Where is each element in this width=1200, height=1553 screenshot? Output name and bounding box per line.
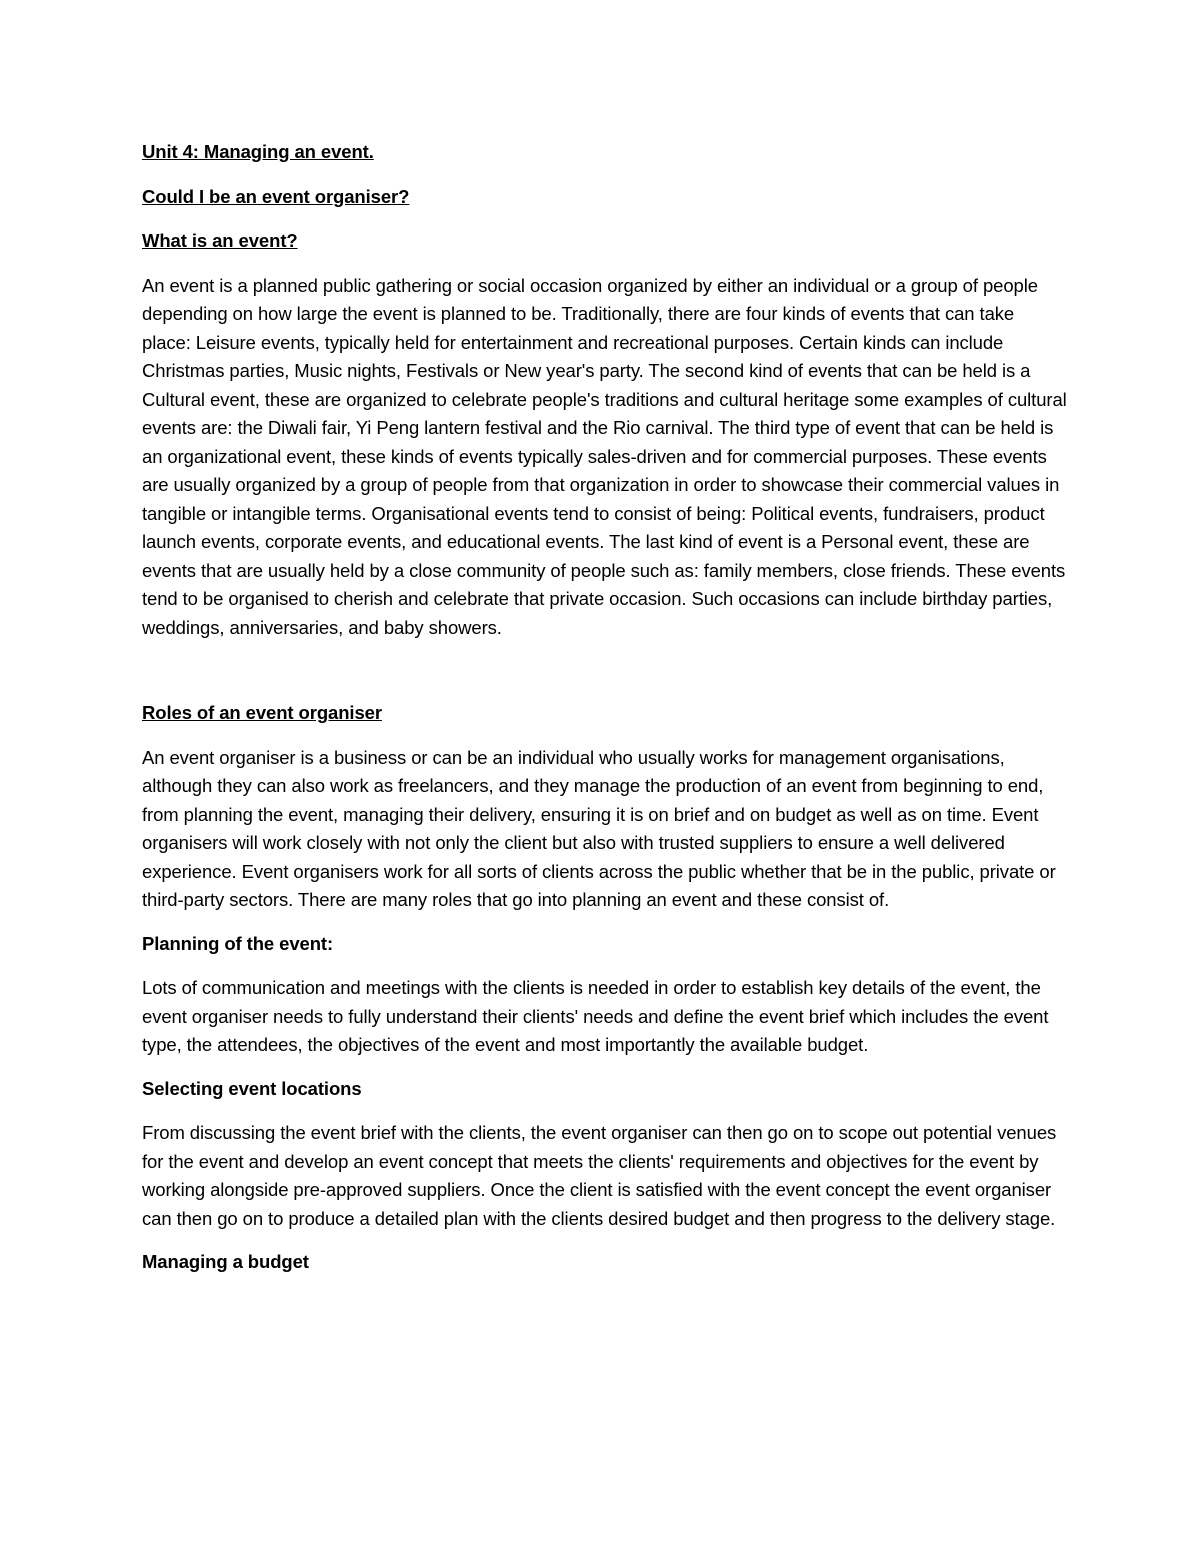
section-heading-roles: Roles of an event organiser [142,702,382,723]
section-body-roles: An event organiser is a business or can be an individual who usually works for management organisations, although they can also work as freelancers, and they manage the production of an event from beginning to end, from planning the event, managing their delivery, ensuring it is on brief and on budget as well as on time. Event organisers will work closely with not only the client but also with trusted suppliers to ensure a well delivered experience. Event organisers work for all sorts of clients across the public whether that be in the public, private or third-party sectors. There are many roles that go into planning an event and these consist of. [142,746,1056,910]
section-heading-what-is-an-event: What is an event? [142,230,298,251]
section-body-planning: Lots of communication and meetings with the clients is needed in order to establish key details of the event, the event organiser needs to fully understand their clients' needs and define the event brief which includes the event type, the attendees, the objectives of the event and most importantly the available budget. [142,977,1049,1055]
section-spacer [142,657,1067,699]
document-subtitle: Could I be an event organiser? [142,185,410,207]
section-body-locations: From discussing the event brief with the clients, the event organiser can then go on to scope out potential venues for the event and develop an event concept that meets the clients' requirements and objectives for the event by working alongside pre-approved suppliers. Once the client is satisfied with the event concept the event organiser can then go on to produce a detailed plan with the clients desired budget and then progress to the delivery stage. [142,1122,1057,1229]
section-heading-locations: Selecting event locations [142,1077,362,1099]
document-title: Unit 4: Managing an event. [142,141,374,162]
section-heading-planning: Planning of the event: [142,932,334,954]
section-heading-budget: Managing a budget [142,1251,309,1272]
document-page [142,138,1067,1293]
section-body-what-is-an-event: An event is a planned public gathering or social occasion organized by either an individual or a group of people depending on how large the event is planned to be. Traditionally, there are four kinds of events that can take place: Leisure events, typically held for entertainment and recreational purposes. Certain kinds can include Christmas parties, Music nights, Festivals or New year's party. The second kind of events that can be held is a Cultural event, these are organized to celebrate people's traditions and cultural heritage some examples of cultural events are: the Diwali fair, Yi Peng lantern festival and the Rio carnival. The third type of event that can be held is an organizational event, these kinds of events typically sales-driven and for commercial purposes. These events are usually organized by a group of people from that organization in order to showcase their commercial values in tangible or intangible terms. Organisational events tend to consist of being: Political events, fundraisers, product launch events, corporate events, and educational events. The last kind of event is a Personal event, these are events that are usually held by a close community of people such as: family members, close friends. These events tend to be organised to cherish and celebrate that private occasion. Such occasions can include birthday parties, weddings, anniversaries, and baby showers. [142,274,1067,638]
